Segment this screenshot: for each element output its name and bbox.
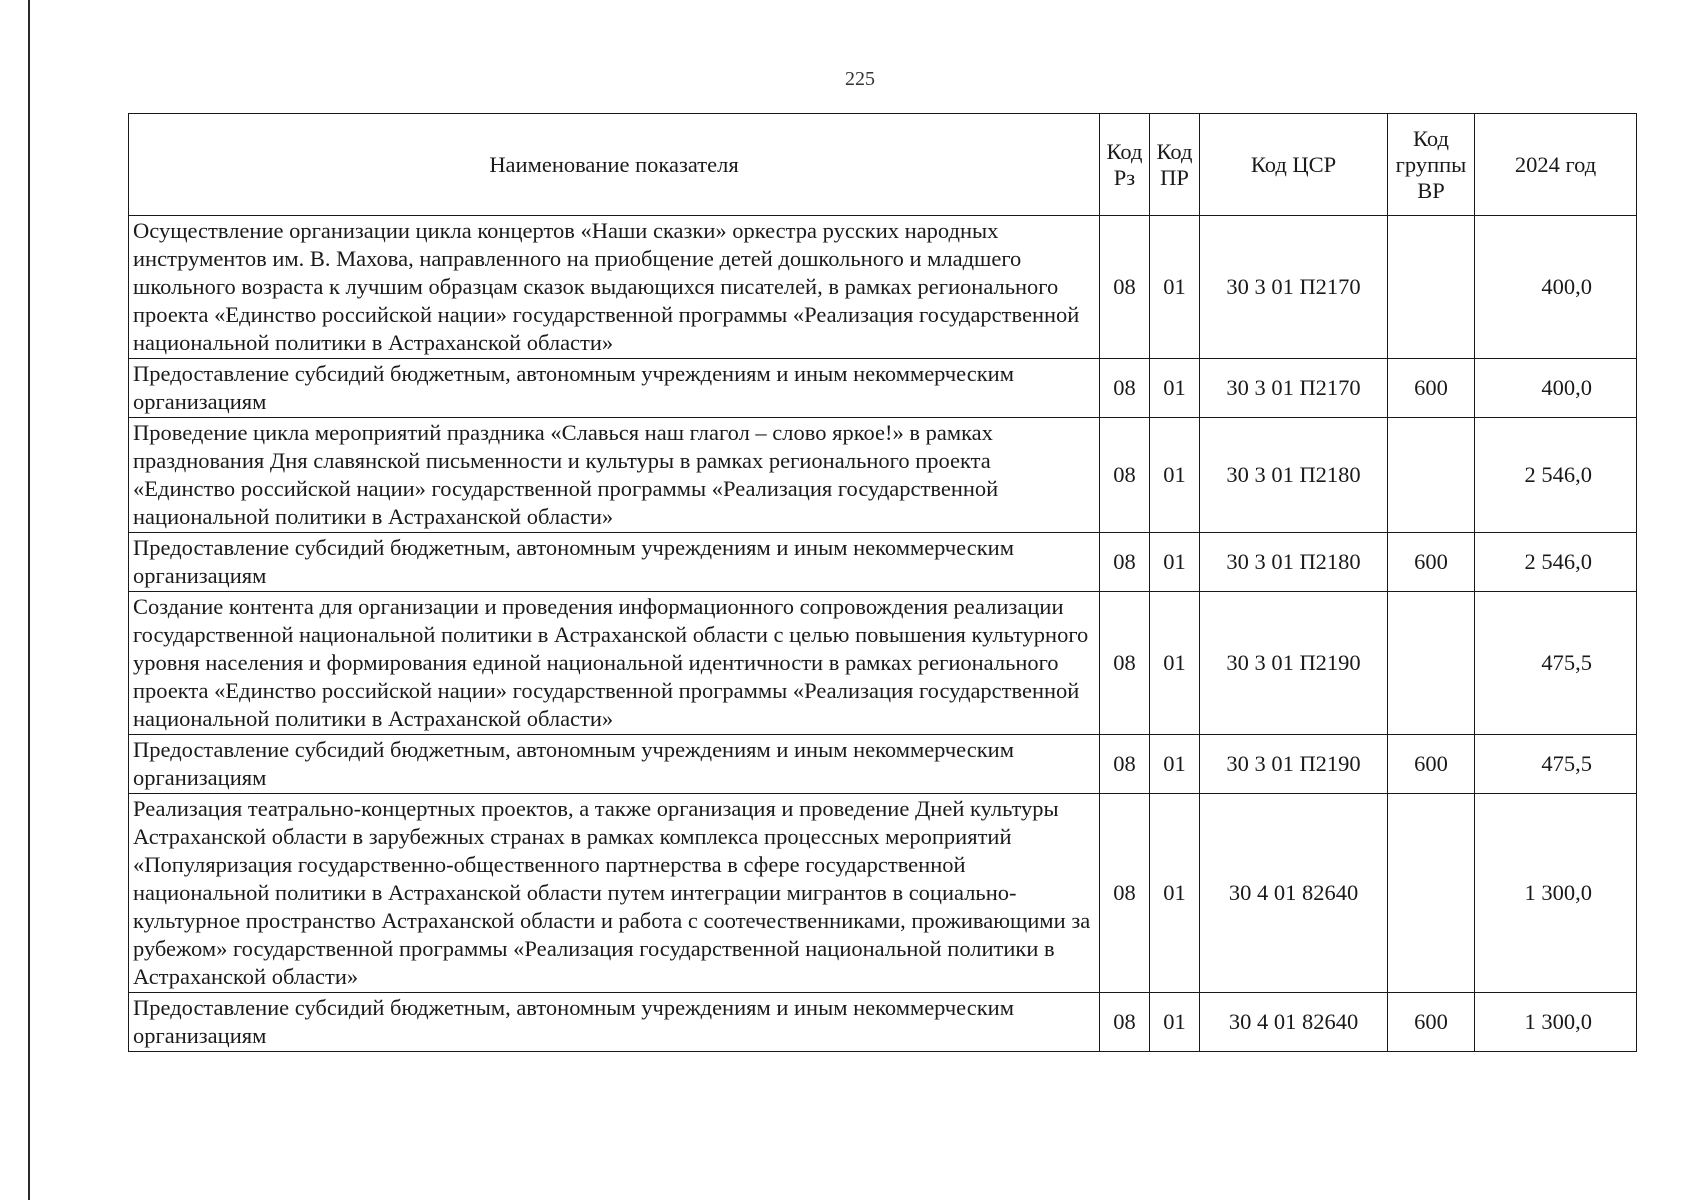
table-row — [129, 418, 1637, 533]
row-rz: 08 — [1100, 216, 1150, 359]
table-row — [129, 794, 1637, 993]
row-csr: 30 3 01 П2170 — [1200, 359, 1388, 418]
row-csr: 30 3 01 П2190 — [1200, 735, 1388, 794]
row-csr: 30 3 01 П2170 — [1200, 216, 1388, 359]
row-amount: 1 300,0 — [1475, 993, 1637, 1052]
header-rz: Код Рз — [1100, 114, 1150, 216]
row-name: Предоставление субсидий бюджетным, автономным учреждениям и иным некоммерческим организациям — [129, 735, 1100, 794]
row-amount: 475,5 — [1475, 592, 1637, 735]
row-pr: 01 — [1150, 216, 1200, 359]
row-pr: 01 — [1150, 359, 1200, 418]
budget-table — [128, 113, 1637, 1052]
row-rz: 08 — [1100, 592, 1150, 735]
header-csr: Код ЦСР — [1200, 114, 1388, 216]
row-vr — [1388, 592, 1475, 735]
row-amount: 475,5 — [1475, 735, 1637, 794]
row-name: Осуществление организации цикла концертов «Наши сказки» оркестра русских народных инструментов им. В. Махова, направленного на приобщение детей дошкольного и младшего школьного возраста к лучшим образцам сказок выдающихся писателей, в рамках регионального проекта «Единство российской нации» государственной программы «Реализация государственной национальной политики в Астраханской области» — [129, 216, 1100, 359]
row-rz: 08 — [1100, 993, 1150, 1052]
row-amount: 400,0 — [1475, 359, 1637, 418]
row-rz: 08 — [1100, 359, 1150, 418]
row-vr — [1388, 418, 1475, 533]
row-name: Реализация театрально-концертных проектов, а также организация и проведение Дней культуры Астраханской области в зарубежных странах в рамках комплекса процессных мероприятий «Популяризация государственно-общественного партнерства в сфере государственной национальной политики в Астраханской области путем интеграции мигрантов в социально-культурное пространство Астраханской области и работа с соотечественниками, проживающими за рубежом» государственной программы «Реализация государственной национальной политики в Астраханской области» — [129, 794, 1100, 993]
row-pr: 01 — [1150, 592, 1200, 735]
row-pr: 01 — [1150, 418, 1200, 533]
table-header-row — [129, 114, 1637, 216]
header-vr: Код группы ВР — [1388, 114, 1475, 216]
row-amount: 2 546,0 — [1475, 533, 1637, 592]
page-number: 225 — [845, 68, 875, 90]
scan-edge-line — [28, 0, 30, 1200]
row-vr — [1388, 794, 1475, 993]
row-pr: 01 — [1150, 794, 1200, 993]
row-amount: 2 546,0 — [1475, 418, 1637, 533]
row-rz: 08 — [1100, 794, 1150, 993]
header-year: 2024 год — [1475, 114, 1637, 216]
row-name: Предоставление субсидий бюджетным, автономным учреждениям и иным некоммерческим организациям — [129, 533, 1100, 592]
table-row — [129, 735, 1637, 794]
row-rz: 08 — [1100, 533, 1150, 592]
row-csr: 30 3 01 П2190 — [1200, 592, 1388, 735]
row-vr — [1388, 216, 1475, 359]
table-row — [129, 592, 1637, 735]
row-vr: 600 — [1388, 359, 1475, 418]
row-pr: 01 — [1150, 735, 1200, 794]
row-amount: 1 300,0 — [1475, 794, 1637, 993]
row-name: Создание контента для организации и проведения информационного сопровождения реализации государственной национальной политики в Астраханской области с целью повышения культурного уровня населения и формирования единой национальной идентичности в рамках регионального проекта «Единство российской нации» государственной программы «Реализация государственной национальной политики в Астраханской области» — [129, 592, 1100, 735]
row-csr: 30 3 01 П2180 — [1200, 418, 1388, 533]
table-row — [129, 533, 1637, 592]
row-pr: 01 — [1150, 993, 1200, 1052]
header-pr: Код ПР — [1150, 114, 1200, 216]
row-vr: 600 — [1388, 533, 1475, 592]
table-row — [129, 359, 1637, 418]
row-csr: 30 3 01 П2180 — [1200, 533, 1388, 592]
row-csr: 30 4 01 82640 — [1200, 993, 1388, 1052]
row-rz: 08 — [1100, 735, 1150, 794]
row-name: Предоставление субсидий бюджетным, автономным учреждениям и иным некоммерческим организациям — [129, 993, 1100, 1052]
row-name: Проведение цикла мероприятий праздника «Славься наш глагол – слово яркое!» в рамках празднования Дня славянской письменности и культуры в рамках регионального проекта «Единство российской нации» государственной программы «Реализация государственной национальной политики в Астраханской области» — [129, 418, 1100, 533]
row-csr: 30 4 01 82640 — [1200, 794, 1388, 993]
row-name: Предоставление субсидий бюджетным, автономным учреждениям и иным некоммерческим организациям — [129, 359, 1100, 418]
row-vr: 600 — [1388, 993, 1475, 1052]
row-pr: 01 — [1150, 533, 1200, 592]
header-name: Наименование показателя — [129, 114, 1100, 216]
table-row — [129, 216, 1637, 359]
row-vr: 600 — [1388, 735, 1475, 794]
row-rz: 08 — [1100, 418, 1150, 533]
row-amount: 400,0 — [1475, 216, 1637, 359]
table-row — [129, 993, 1637, 1052]
